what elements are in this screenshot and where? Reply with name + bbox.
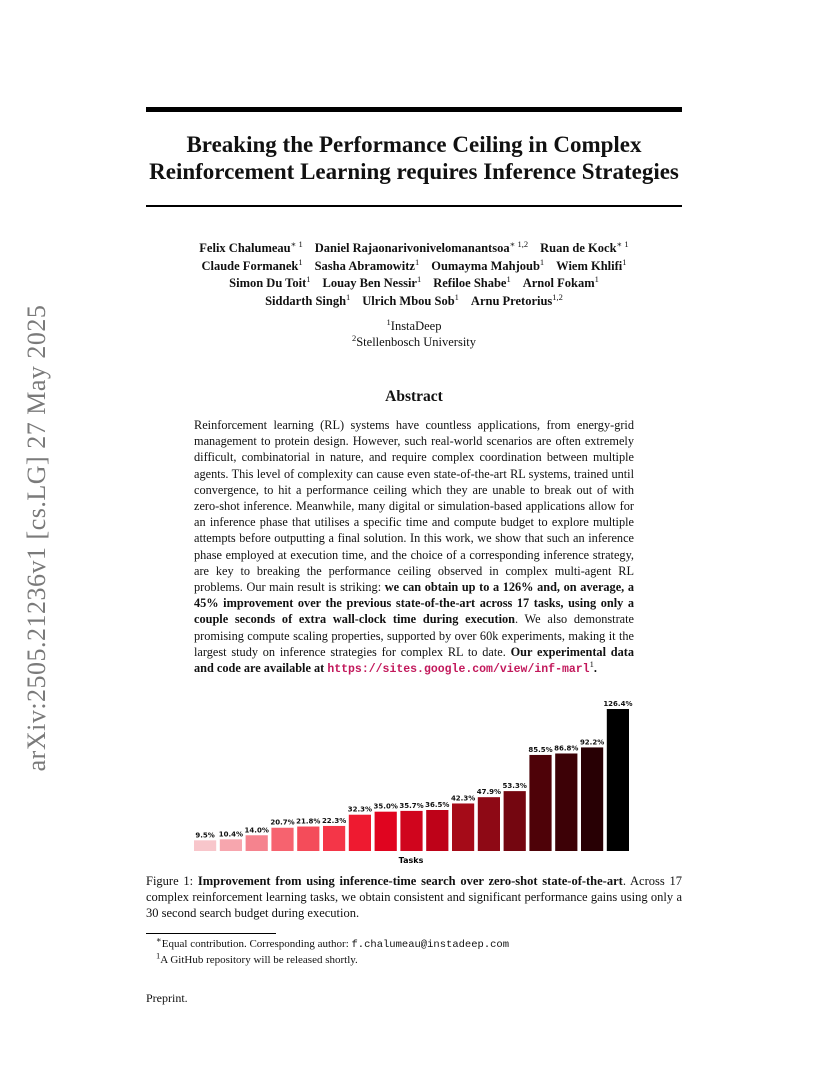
bar-task-11 xyxy=(452,803,474,851)
bar-task-10 xyxy=(426,810,448,851)
author-name: Arnol Fokam$^1$ xyxy=(522,273,599,290)
affiliations xyxy=(120,318,708,350)
title-line-1: Breaking the Performance Ceiling in Complex xyxy=(186,132,642,157)
paper-title xyxy=(120,131,708,185)
title-top-rule xyxy=(146,107,682,112)
bar-value-label: 10.4% xyxy=(218,830,244,839)
author-name: Simon Du Toit$^1$ xyxy=(229,273,311,290)
bar-task-12 xyxy=(478,797,500,851)
bar-task-8 xyxy=(375,812,397,851)
author-name: Sasha Abramowitz$^1$ xyxy=(314,256,420,273)
footnote-equal-contribution: ∗Equal contribution. Corresponding author: f.chalumeau@instadeep.com xyxy=(156,934,510,951)
abstract-heading: Abstract xyxy=(385,388,443,405)
author-email: f.chalumeau@instadeep.com xyxy=(351,939,510,951)
bar-task-14 xyxy=(529,755,551,851)
bar-value-label: 126.4% xyxy=(603,700,633,708)
bar-chart-svg xyxy=(190,696,636,868)
author-row xyxy=(120,240,708,258)
bar-task-3 xyxy=(246,835,268,851)
author-name: Refiloe Shabe$^1$ xyxy=(433,273,511,290)
bar-value-label: 21.8% xyxy=(296,817,321,826)
bar-value-label: 35.0% xyxy=(373,802,398,811)
bar-value-label: 36.5% xyxy=(425,800,450,809)
bar-value-label: 85.5% xyxy=(528,745,553,754)
author-name: Siddarth Singh$^1$ xyxy=(265,291,351,308)
abstract-data-availability: Our experimental data and code are available at https://sites.google.com/view/inf-marl$^1$. xyxy=(194,644,634,677)
abstract-key-result: we can obtain up to a 126% and, on average, a 45% improvement over the previous state-of-the-art across 17 tasks, using only a couple seconds of extra wall-clock time during execution xyxy=(194,580,634,627)
footnote-ref-1: 1 xyxy=(589,658,594,669)
title-bottom-rule xyxy=(146,205,682,207)
bar-value-label: 53.3% xyxy=(502,782,527,791)
improvement-bar-chart xyxy=(190,696,636,868)
x-axis-label: Tasks xyxy=(398,856,424,865)
arxiv-id: arXiv:2505.21236v1 [cs.LG] 27 May 2025 xyxy=(22,304,51,772)
bar-task-6 xyxy=(323,826,345,851)
project-url-link[interactable]: https://sites.google.com/view/inf-marl xyxy=(327,663,590,677)
author-name: Arnu Pretorius$^{1,2}$ xyxy=(470,291,563,308)
abstract-text-1: Reinforcement learning (RL) systems have countless applications, from energy-grid management to protein design. However, such real-world scenarios are often extremely difficult, combinatorial in nature, and require complex coordination between multiple agents. This level of complexity can cause even state-of-the-art RL systems, trained until convergence, to hit a performance ceiling which they are unable to break out of with zero-shot inference. Meanwhile, many digital or simulation-based applications allow for an inference phase that utilises a specific time and compute budget to explore multiple attempts before outputting a final solution. In this work, we show that such an inference phase employed at execution time, and the choice of a corresponding inference strategy, are key to breaking the performance ceiling observed in complex multi-agent RL problems. Our main result is striking: xyxy=(194,418,634,595)
author-name: Claude Formanek$^1$ xyxy=(201,256,303,273)
abstract-text-2: . We also demonstrate promising compute scaling properties, supported by over 60k experiments, making it the largest study on inference strategies for complex RL to date. xyxy=(194,612,634,659)
bar-task-5 xyxy=(297,827,319,851)
author-name: Wiem Khlifi$^1$ xyxy=(556,256,627,273)
author-name: Louay Ben Nessir$^1$ xyxy=(322,273,422,290)
author-row xyxy=(120,275,708,293)
bar-task-17 xyxy=(607,709,629,851)
bar-task-1 xyxy=(194,840,216,851)
affiliation-1: $^1$InstaDeep xyxy=(386,316,442,333)
bar-task-4 xyxy=(271,828,293,851)
caption-bold: Improvement from using inference-time search over zero-shot state-of-the-art xyxy=(197,874,623,888)
author-name: Daniel Rajaonarivonivelomanantsoa$^{∗ 1,2}$ xyxy=(314,238,529,255)
bar-value-label: 92.2% xyxy=(579,738,605,747)
figure-label: Figure 1: xyxy=(146,874,198,888)
bar-value-label: 9.5% xyxy=(195,831,215,840)
footnotes xyxy=(156,934,676,968)
bar-value-label: 35.7% xyxy=(399,801,424,810)
bar-task-2 xyxy=(220,839,242,851)
bar-value-label: 22.3% xyxy=(321,816,347,825)
affiliation-2: $^2$Stellenbosch University xyxy=(351,332,477,349)
author-name: Felix Chalumeau$^{∗ 1}$ xyxy=(199,238,303,255)
preprint-label: Preprint. xyxy=(146,991,188,1005)
arxiv-sidebar-stamp xyxy=(22,298,52,778)
author-row xyxy=(120,293,708,311)
figure-caption xyxy=(146,873,682,922)
author-name: Ruan de Kock$^{∗ 1}$ xyxy=(540,238,629,255)
bar-task-15 xyxy=(555,753,577,851)
bar-task-7 xyxy=(349,815,371,851)
abstract-body xyxy=(194,417,634,678)
bar-value-label: 86.8% xyxy=(554,744,579,753)
author-name: Ulrich Mbou Sob$^1$ xyxy=(362,291,459,308)
author-row xyxy=(120,258,708,276)
caption-text: . Across 17 complex reinforcement learning tasks, we obtain consistent and significant performance gains using only a 30 second search budget during execution. xyxy=(146,874,682,921)
bar-value-label: 42.3% xyxy=(450,794,476,803)
bar-task-9 xyxy=(400,811,422,851)
bar-task-16 xyxy=(581,747,603,851)
author-name: Oumayma Mahjoub$^1$ xyxy=(431,256,545,273)
author-list xyxy=(120,240,708,310)
bar-value-label: 47.9% xyxy=(476,788,502,797)
bar-value-label: 32.3% xyxy=(347,805,373,814)
title-line-2: Reinforcement Learning requires Inference Strategies xyxy=(149,159,679,184)
footnote-github: $^1$A GitHub repository will be released shortly. xyxy=(156,950,358,966)
footnote-rule xyxy=(146,933,276,934)
bar-task-13 xyxy=(504,791,526,851)
bar-value-label: 14.0% xyxy=(244,826,269,835)
bar-value-label: 20.7% xyxy=(270,818,295,827)
